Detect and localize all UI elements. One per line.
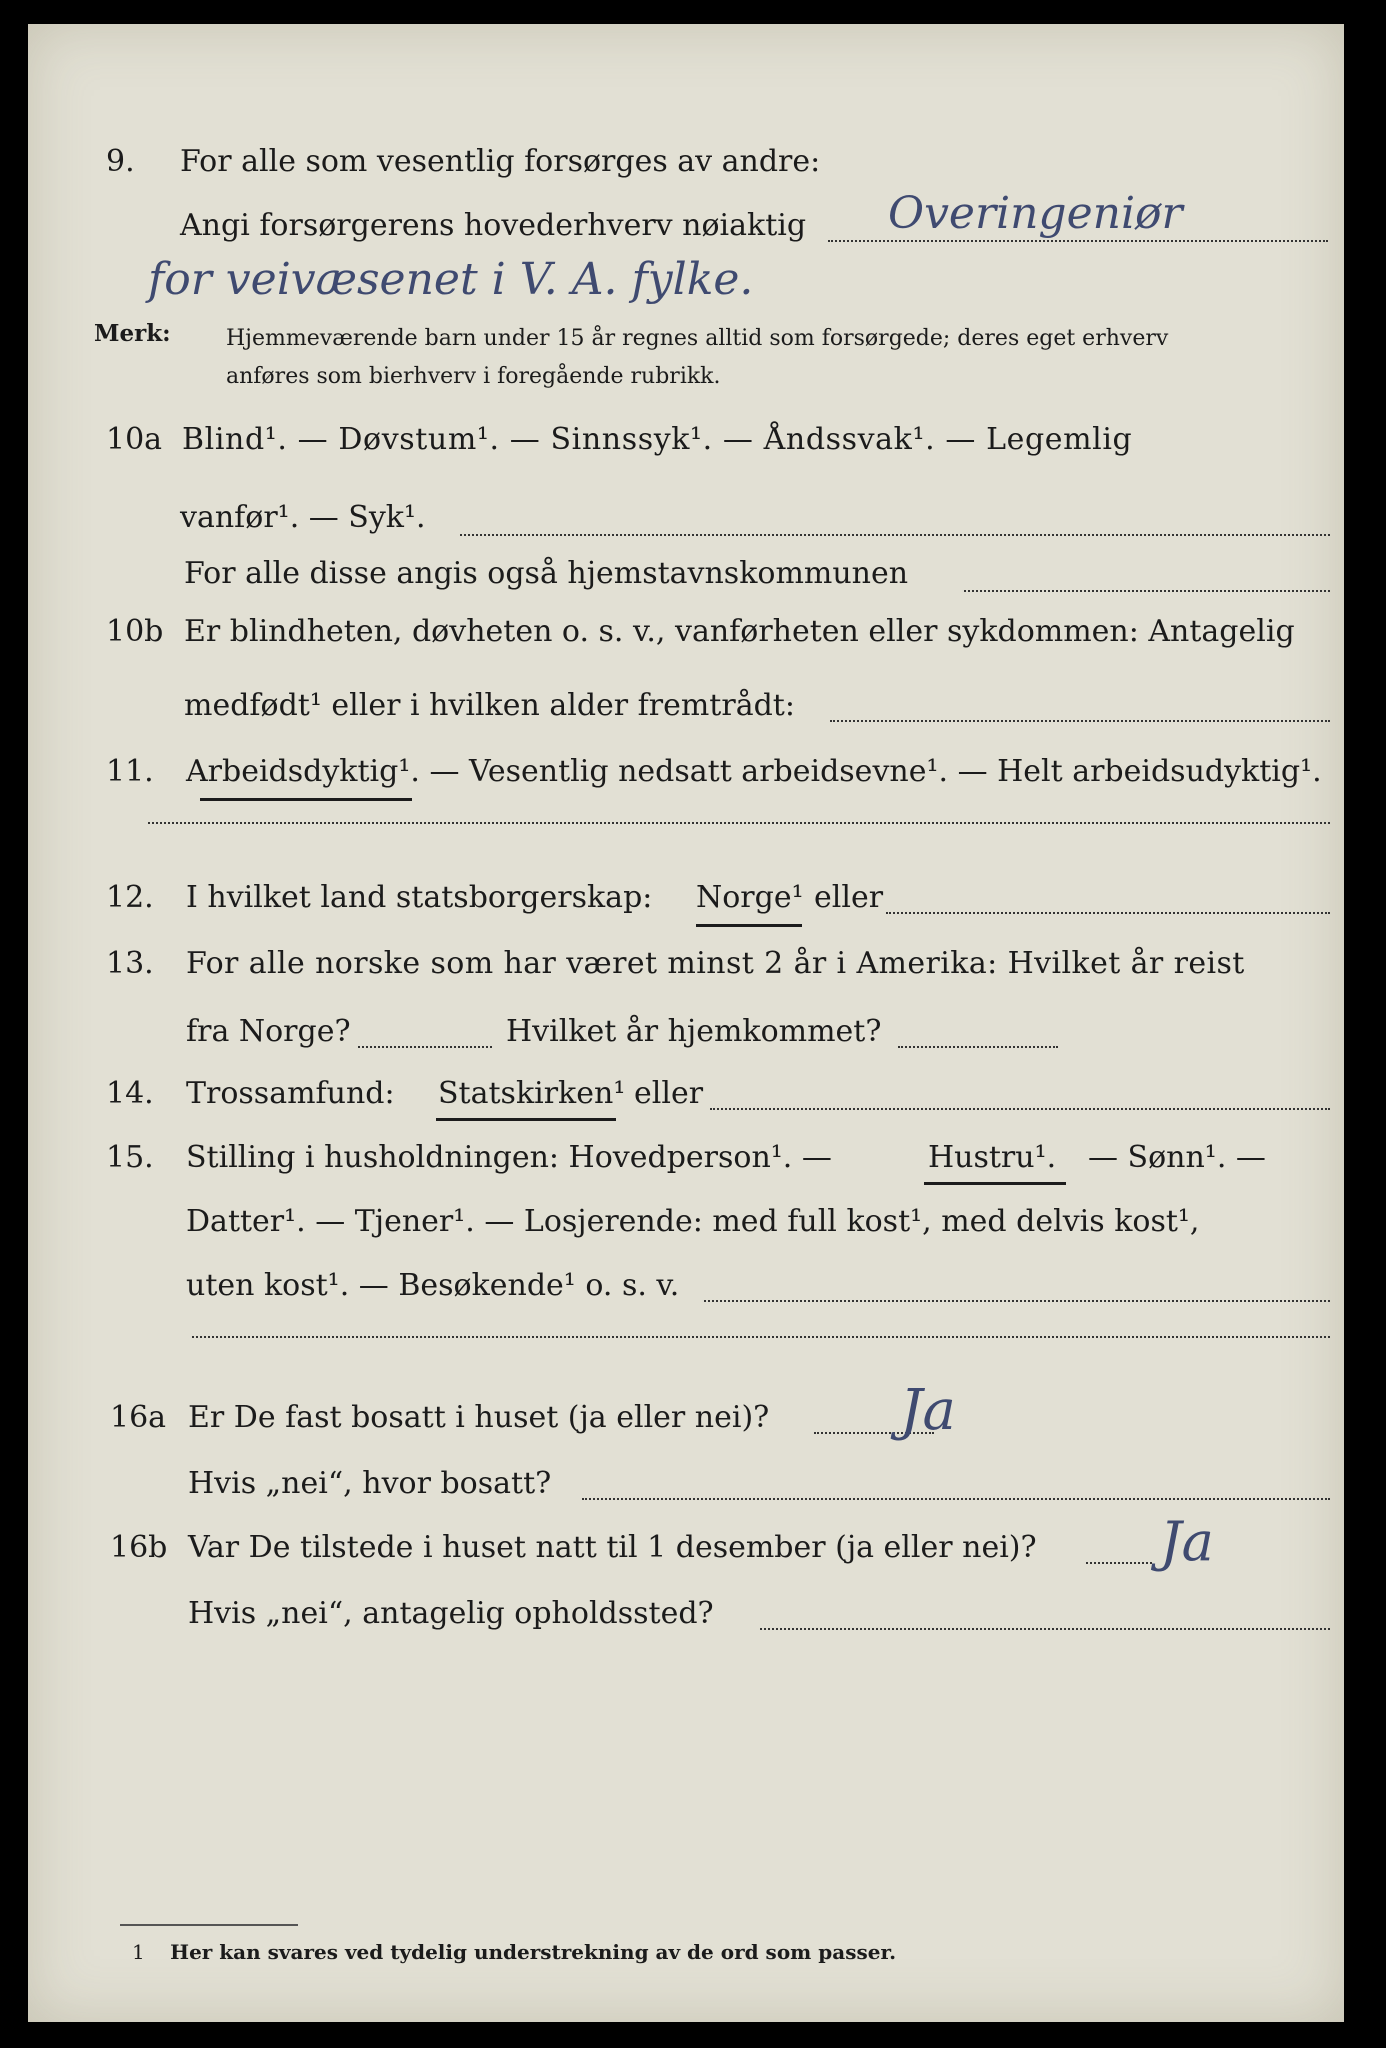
question-text: Angi forsørgerens hovederhverv nøiaktig bbox=[180, 208, 807, 243]
selected-answer-underline bbox=[924, 1182, 1066, 1185]
question-number: 15. bbox=[106, 1140, 154, 1175]
question-10a-line2 bbox=[28, 500, 1344, 546]
question-10a-line3 bbox=[28, 556, 1344, 602]
question-number: 16a bbox=[110, 1400, 167, 1435]
question-text: Stilling i husholdningen: Hovedperson¹. — bbox=[186, 1140, 832, 1175]
question-text: I hvilket land statsborgerskap: bbox=[186, 880, 653, 915]
question-text: uten kost¹. — Besøkende¹ o. s. v. bbox=[186, 1268, 680, 1303]
answer-line[interactable] bbox=[898, 1046, 1058, 1048]
question-text: Arbeidsdyktig¹. — Vesentlig nedsatt arbeidsevne¹. — Helt arbeidsudyktig¹. bbox=[186, 754, 1322, 789]
note-label: Merk: bbox=[94, 320, 171, 347]
question-text: — Sønn¹. — bbox=[1088, 1140, 1266, 1175]
question-text: eller bbox=[814, 880, 884, 915]
answer-line[interactable] bbox=[582, 1498, 1330, 1500]
answer-line[interactable] bbox=[710, 1108, 1330, 1110]
question-number: 14. bbox=[106, 1076, 154, 1111]
selected-answer-underline bbox=[436, 1118, 616, 1121]
question-text: Blind¹. — Døvstum¹. — Sinnssyk¹. — Åndssvak¹. — Legemlig bbox=[182, 422, 1133, 457]
question-text: eller bbox=[634, 1076, 704, 1111]
question-text: Hvis „nei“, antagelig opholdssted? bbox=[188, 1596, 714, 1631]
question-11 bbox=[28, 754, 1344, 800]
question-number: 12. bbox=[106, 880, 154, 915]
handwritten-answer: Overingeniør bbox=[888, 188, 1183, 239]
question-16b-line2 bbox=[28, 1596, 1344, 1642]
question-9 bbox=[28, 144, 1344, 190]
question-10b bbox=[28, 614, 1344, 660]
question-text: Er blindheten, døvheten o. s. v., vanførheten eller sykdommen: Antagelig bbox=[184, 614, 1295, 649]
question-9-line3 bbox=[28, 254, 1344, 314]
question-16b bbox=[28, 1510, 1344, 1576]
question-15-line3 bbox=[28, 1268, 1344, 1314]
question-text: Var De tilstede i huset natt til 1 desember (ja eller nei)? bbox=[188, 1530, 1037, 1565]
census-form-page bbox=[28, 24, 1344, 2022]
answer-line[interactable] bbox=[704, 1300, 1330, 1302]
question-13 bbox=[28, 946, 1344, 992]
answer-line[interactable] bbox=[192, 1336, 1330, 1338]
answer-line[interactable] bbox=[828, 240, 1328, 242]
answer-line[interactable] bbox=[358, 1046, 492, 1048]
question-9-line2 bbox=[28, 188, 1344, 254]
selected-answer: Hustru¹. bbox=[928, 1140, 1057, 1175]
selected-answer: Norge¹ bbox=[696, 880, 804, 915]
answer-line[interactable] bbox=[964, 590, 1330, 592]
answer-line[interactable] bbox=[1086, 1562, 1152, 1564]
note-text bbox=[226, 320, 1168, 396]
footnote-text: Her kan svares ved tydelig understrekning av de ord som passer. bbox=[170, 1940, 897, 1964]
question-text: medfødt¹ eller i hvilken alder fremtrådt: bbox=[184, 688, 795, 723]
footnote-mark: 1 bbox=[132, 1940, 145, 1964]
answer-line[interactable] bbox=[886, 912, 1330, 914]
question-14 bbox=[28, 1076, 1344, 1122]
question-number: 10b bbox=[106, 614, 164, 649]
question-text: For alle disse angis også hjemstavnskommunen bbox=[184, 556, 909, 591]
handwritten-answer: for veivæsenet i V. A. fylke. bbox=[148, 254, 754, 305]
question-text: Hvis „nei“, hvor bosatt? bbox=[188, 1466, 552, 1501]
footnote bbox=[132, 1940, 896, 1964]
question-number: 16b bbox=[110, 1530, 168, 1565]
question-text: Datter¹. — Tjener¹. — Losjerende: med full kost¹, med delvis kost¹, bbox=[186, 1204, 1200, 1239]
footnote-rule bbox=[120, 1924, 298, 1926]
question-13-line2 bbox=[28, 1014, 1344, 1060]
question-number: 13. bbox=[106, 946, 154, 981]
question-text: vanfør¹. — Syk¹. bbox=[180, 500, 426, 535]
note-block bbox=[28, 320, 1344, 400]
question-number: 10a bbox=[106, 422, 163, 457]
question-15-line2 bbox=[28, 1204, 1344, 1250]
question-text: For alle som vesentlig forsørges av andre: bbox=[180, 144, 821, 179]
answer-line[interactable] bbox=[760, 1628, 1330, 1630]
note-line: Hjemmeværende barn under 15 år regnes alltid som forsørgede; deres eget erhverv bbox=[226, 326, 1169, 351]
question-text: For alle norske som har været minst 2 år i Amerika: Hvilket år reist bbox=[186, 946, 1245, 981]
note-line: anføres som bierhverv i foregående rubrikk. bbox=[226, 364, 721, 389]
question-text: Trossamfund: bbox=[186, 1076, 395, 1111]
question-number: 11. bbox=[106, 754, 154, 789]
handwritten-answer: Ja bbox=[900, 1378, 956, 1443]
question-16a-line2 bbox=[28, 1466, 1344, 1512]
selected-answer: Statskirken¹ bbox=[438, 1076, 626, 1111]
answer-line[interactable] bbox=[460, 534, 1330, 536]
question-10b-line2 bbox=[28, 688, 1344, 734]
question-text: Hvilket år hjemkommet? bbox=[506, 1014, 882, 1049]
question-12 bbox=[28, 880, 1344, 926]
question-number: 9. bbox=[106, 144, 135, 179]
selected-answer-underline bbox=[696, 924, 802, 927]
answer-line[interactable] bbox=[148, 822, 1330, 824]
answer-line[interactable] bbox=[830, 720, 1330, 722]
handwritten-answer: Ja bbox=[1160, 1510, 1214, 1573]
question-10a bbox=[28, 422, 1344, 468]
question-16a bbox=[28, 1378, 1344, 1446]
question-15 bbox=[28, 1140, 1344, 1186]
question-text: fra Norge? bbox=[186, 1014, 351, 1049]
selected-answer-underline bbox=[200, 798, 412, 801]
question-text: Er De fast bosatt i huset (ja eller nei)? bbox=[188, 1400, 770, 1435]
